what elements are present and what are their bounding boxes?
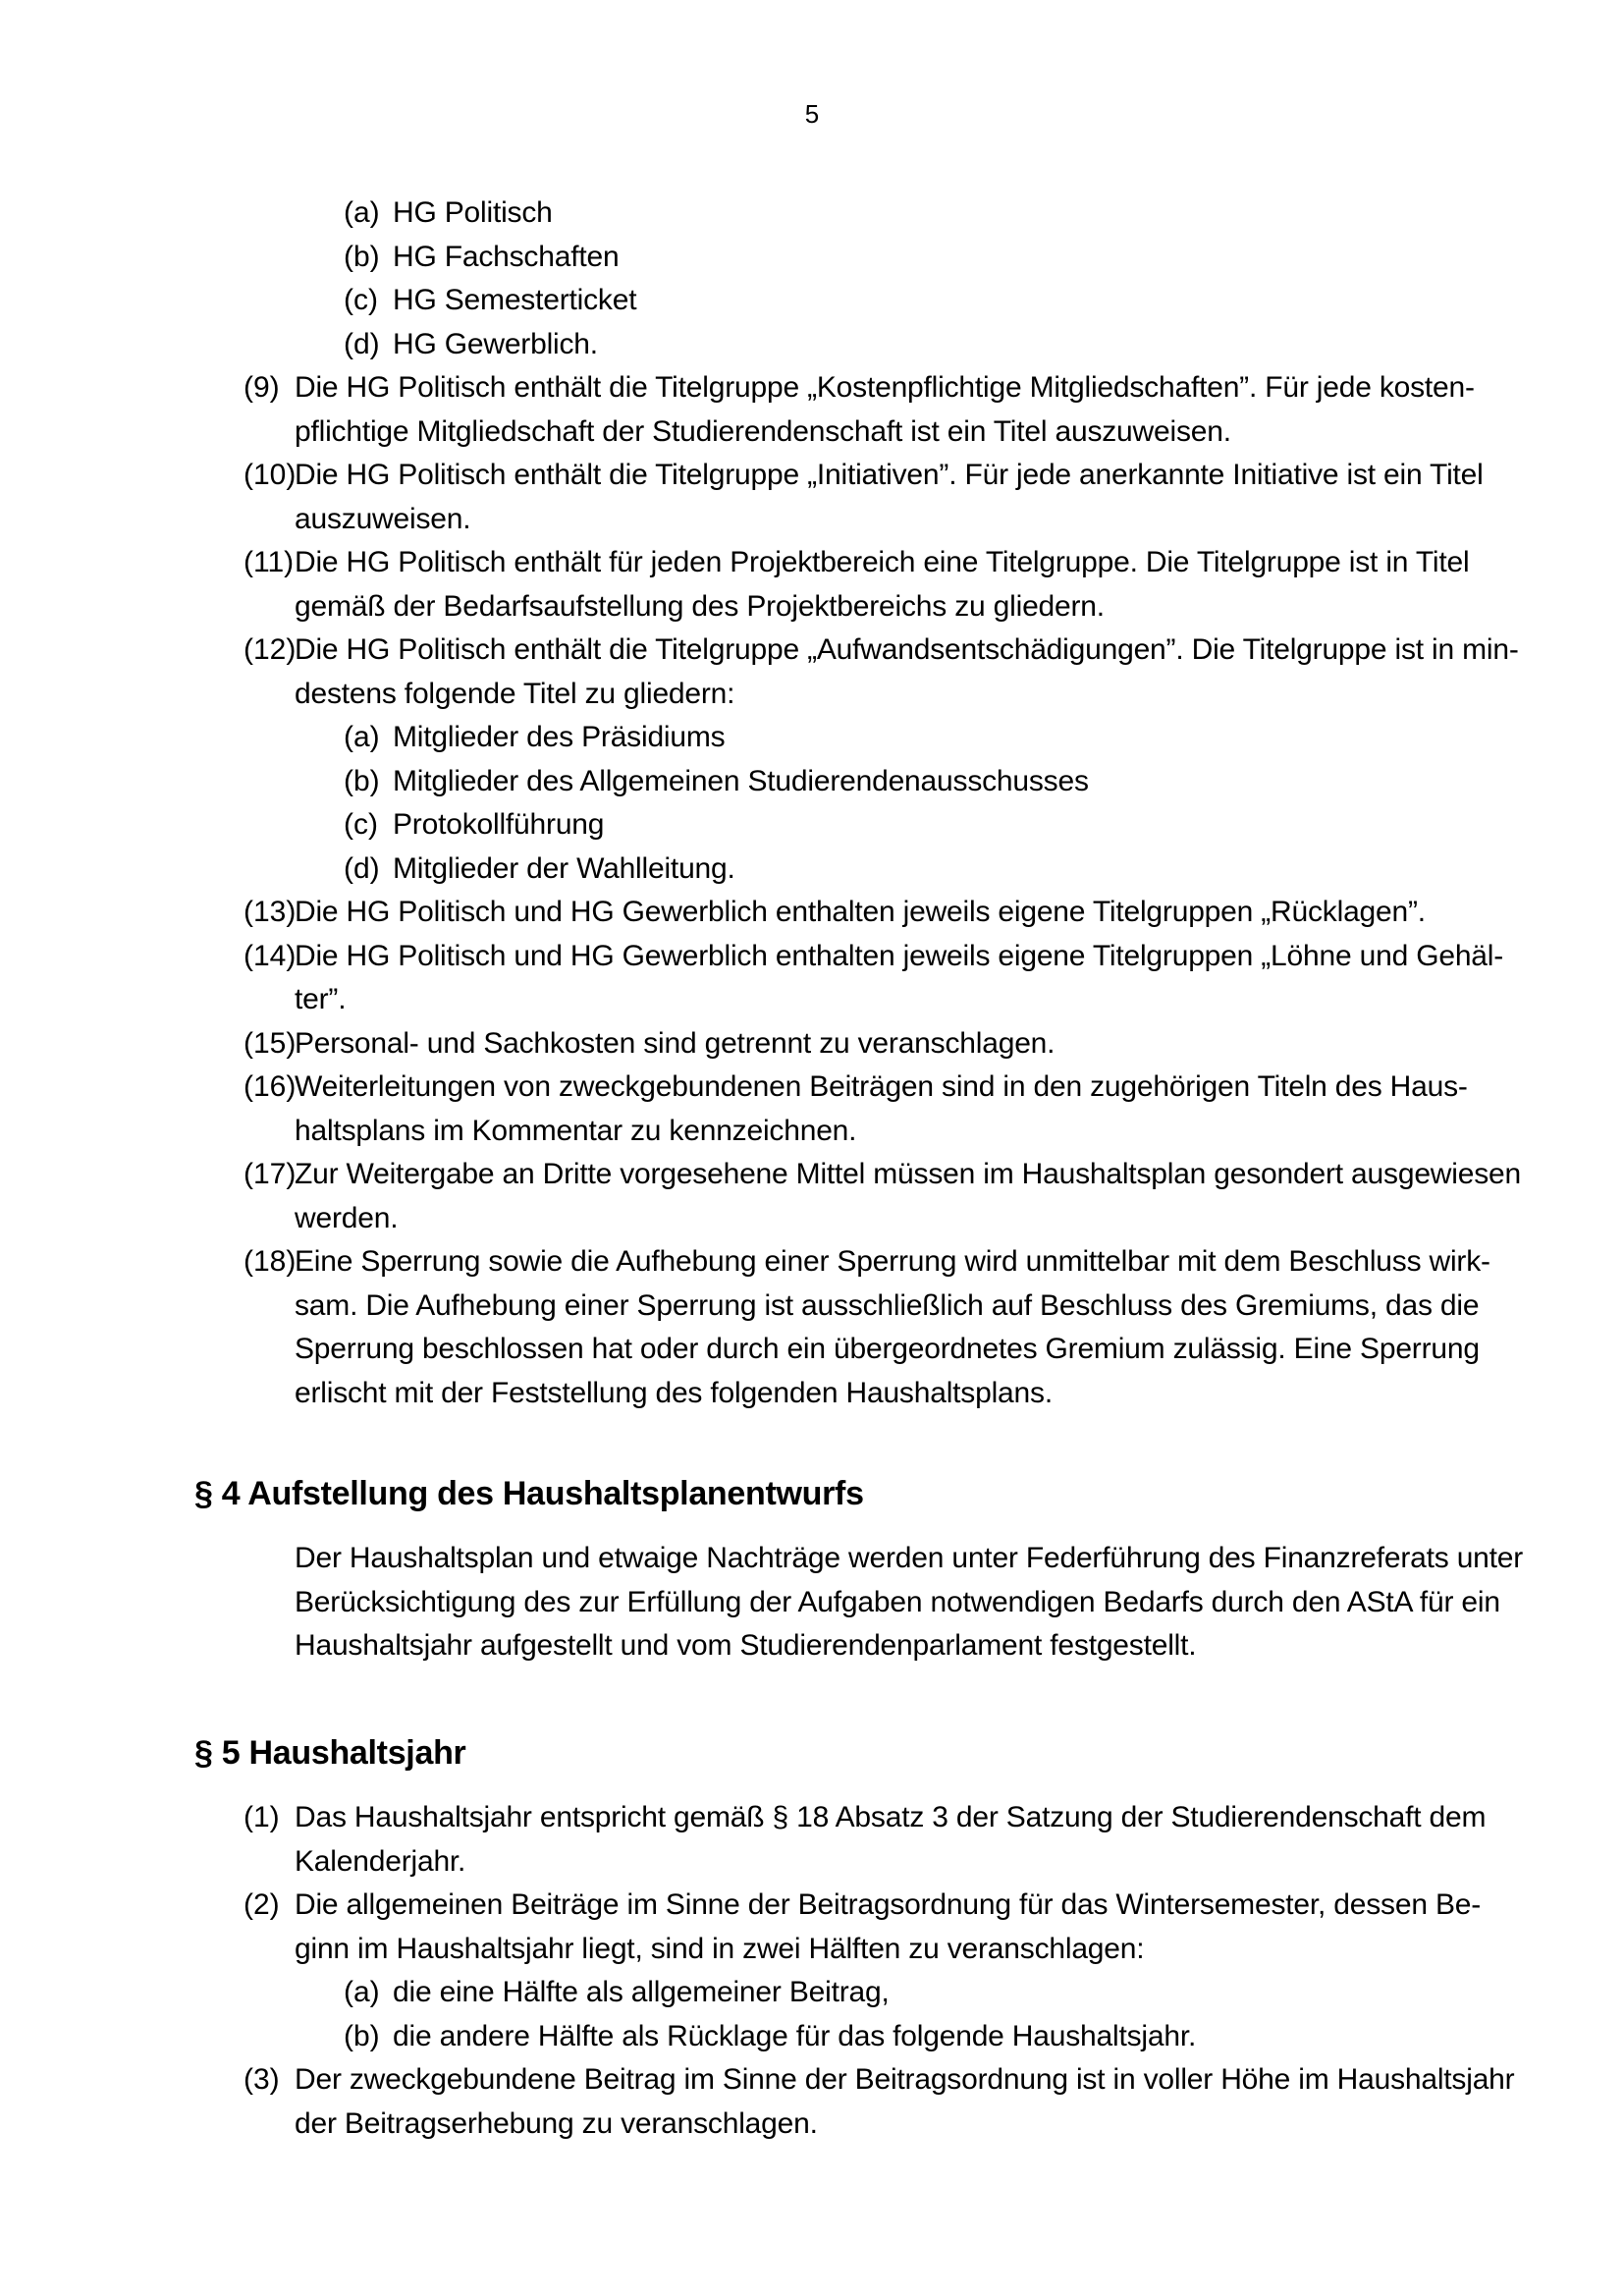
paragraph-number: (12) <box>244 633 297 666</box>
section-heading: § 5 Haushaltsjahr <box>194 1734 466 1772</box>
list-item: HG Semesterticket <box>393 284 637 316</box>
paragraph-line: haltsplans im Kommentar zu kennzeichnen. <box>295 1115 857 1147</box>
paragraph-number: (3) <box>244 2063 280 2096</box>
paragraph-line: werden. <box>295 1202 399 1234</box>
list-label: (a) <box>344 721 380 753</box>
paragraph-line: Die HG Politisch enthält die Titelgruppe „Aufwandsentschädigungen”. Die Titelgruppe ist in min- <box>295 633 1519 666</box>
list-label: (a) <box>344 196 380 229</box>
page-number: 5 <box>804 99 820 129</box>
section-heading: § 4 Aufstellung des Haushaltsplanentwurfs <box>194 1475 864 1512</box>
paragraph-line: Der zweckgebundene Beitrag im Sinne der Beitragsordnung ist in voller Höhe im Haushaltsjahr <box>295 2063 1515 2096</box>
paragraph-number: (11) <box>244 546 295 578</box>
paragraph-line: erlischt mit der Feststellung des folgenden Haushaltsplans. <box>295 1377 1053 1409</box>
paragraph-line: ginn im Haushaltsjahr liegt, sind in zwei Hälften zu veranschlagen: <box>295 1933 1145 1965</box>
paragraph-number: (9) <box>244 371 280 404</box>
paragraph-line: ter”. <box>295 983 347 1015</box>
list-item: HG Politisch <box>393 196 553 229</box>
paragraph-number: (10) <box>244 459 297 491</box>
list-item: die eine Hälfte als allgemeiner Beitrag, <box>393 1976 890 2008</box>
list-label: (d) <box>344 328 380 360</box>
paragraph-number: (13) <box>244 896 297 928</box>
paragraph-line: der Beitragserhebung zu veranschlagen. <box>295 2107 818 2140</box>
list-item: die andere Hälfte als Rücklage für das folgende Haushaltsjahr. <box>393 2020 1197 2052</box>
paragraph-number: (14) <box>244 940 297 972</box>
paragraph-line: Zur Weitergabe an Dritte vorgesehene Mittel müssen im Haushaltsplan gesondert ausgewiesen <box>295 1158 1521 1190</box>
paragraph-number: (16) <box>244 1070 297 1103</box>
paragraph-line: Der Haushaltsplan und etwaige Nachträge werden unter Federführung des Finanzreferats unter <box>295 1542 1524 1574</box>
paragraph-line: Personal- und Sachkosten sind getrennt zu veranschlagen. <box>295 1027 1056 1060</box>
paragraph-line: Weiterleitungen von zweckgebundenen Beiträgen sind in den zugehörigen Titeln des Haus- <box>295 1070 1468 1103</box>
list-label: (b) <box>344 765 380 797</box>
paragraph-line: Eine Sperrung sowie die Aufhebung einer Sperrung wird unmittelbar mit dem Beschluss wirk- <box>295 1245 1490 1278</box>
list-item: HG Fachschaften <box>393 241 620 273</box>
list-item: HG Gewerblich. <box>393 328 598 360</box>
paragraph-number: (15) <box>244 1027 297 1060</box>
paragraph-line: Die HG Politisch enthält die Titelgruppe „Kostenpflichtige Mitgliedschaften”. Für jede kosten- <box>295 371 1475 404</box>
list-label: (b) <box>344 241 380 273</box>
paragraph-line: gemäß der Bedarfsaufstellung des Projektbereichs zu gliedern. <box>295 590 1105 623</box>
paragraph-line: Berücksichtigung des zur Erfüllung der Aufgaben notwendigen Bedarfs durch den AStA für ein <box>295 1586 1500 1618</box>
paragraph-line: Die HG Politisch und HG Gewerblich enthalten jeweils eigene Titelgruppen „Rücklagen”. <box>295 896 1426 928</box>
list-label: (b) <box>344 2020 380 2052</box>
paragraph-line: Kalenderjahr. <box>295 1845 466 1878</box>
paragraph-line: sam. Die Aufhebung einer Sperrung ist ausschließlich auf Beschluss des Gremiums, das die <box>295 1289 1480 1322</box>
list-label: (c) <box>344 808 378 841</box>
paragraph-line: Sperrung beschlossen hat oder durch ein übergeordnetes Gremium zulässig. Eine Sperrung <box>295 1333 1480 1365</box>
list-item: Mitglieder des Allgemeinen Studierendenausschusses <box>393 765 1089 797</box>
list-item: Mitglieder der Wahlleitung. <box>393 852 735 885</box>
list-label: (a) <box>344 1976 380 2008</box>
paragraph-line: Haushaltsjahr aufgestellt und vom Studierendenparlament festgestellt. <box>295 1629 1197 1662</box>
paragraph-line: Die allgemeinen Beiträge im Sinne der Beitragsordnung für das Wintersemester, dessen Be- <box>295 1888 1482 1921</box>
paragraph-line: Die HG Politisch enthält für jeden Projektbereich eine Titelgruppe. Die Titelgruppe ist in Titel <box>295 546 1470 578</box>
paragraph-line: Das Haushaltsjahr entspricht gemäß § 18 Absatz 3 der Satzung der Studierendenschaft dem <box>295 1801 1487 1833</box>
paragraph-number: (18) <box>244 1245 297 1278</box>
list-item: Mitglieder des Präsidiums <box>393 721 726 753</box>
paragraph-line: destens folgende Titel zu gliedern: <box>295 678 735 710</box>
paragraph-line: Die HG Politisch enthält die Titelgruppe „Initiativen”. Für jede anerkannte Initiative ist ein Titel <box>295 459 1484 491</box>
paragraph-number: (17) <box>244 1158 297 1190</box>
list-label: (c) <box>344 284 378 316</box>
paragraph-line: auszuweisen. <box>295 503 471 535</box>
paragraph-line: pflichtige Mitgliedschaft der Studierendenschaft ist ein Titel auszuweisen. <box>295 415 1231 448</box>
paragraph-number: (1) <box>244 1801 280 1833</box>
paragraph-number: (2) <box>244 1888 280 1921</box>
list-item: Protokollführung <box>393 808 605 841</box>
list-label: (d) <box>344 852 380 885</box>
paragraph-line: Die HG Politisch und HG Gewerblich enthalten jeweils eigene Titelgruppen „Löhne und Gehäl- <box>295 940 1504 972</box>
